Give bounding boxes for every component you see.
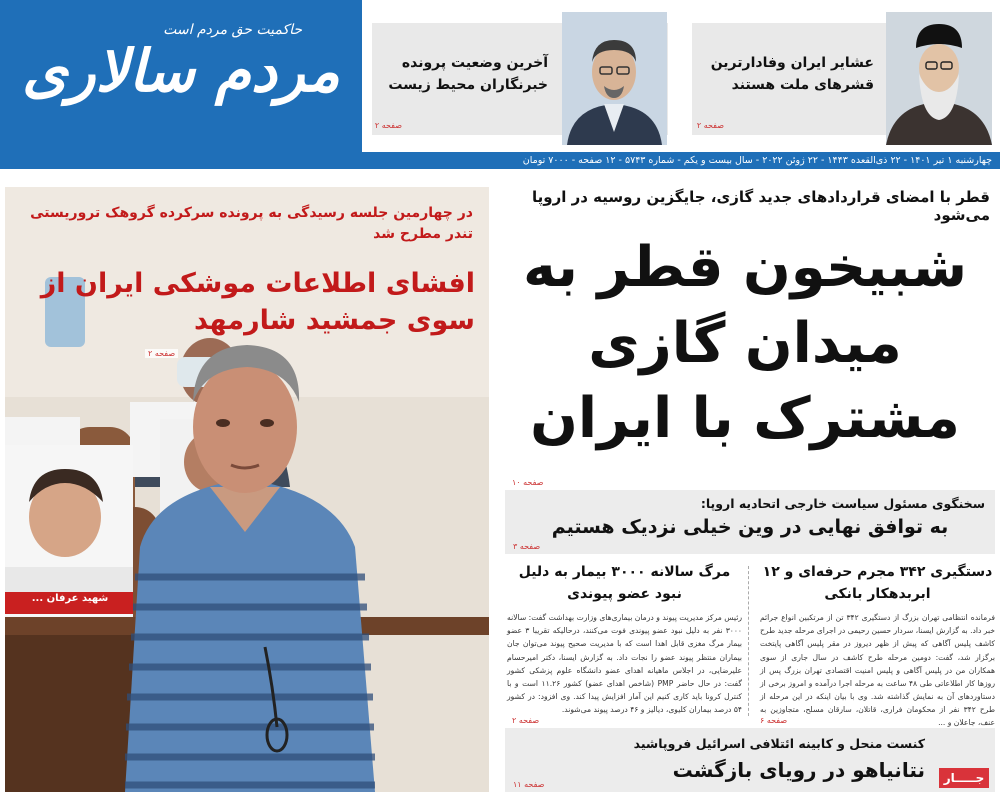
page-ref: صفحه ۳ bbox=[513, 542, 541, 551]
page-ref: صفحه ۲ bbox=[374, 121, 402, 130]
poster-caption: شهید عرفان ... bbox=[31, 593, 109, 604]
portrait-leader-photo bbox=[886, 12, 992, 145]
column-divider bbox=[748, 566, 749, 716]
story-headline: نتانیاهو در رویای بازگشت bbox=[672, 758, 925, 782]
masthead bbox=[0, 0, 362, 152]
page-ref: صفحه ۲ bbox=[696, 121, 724, 130]
page-ref: صفحه ۲ bbox=[145, 349, 178, 358]
story-headline: به توافق نهایی در وین خیلی نزدیک هستیم bbox=[551, 516, 949, 538]
story-netanyahu[interactable] bbox=[505, 728, 995, 792]
story-body: فرمانده انتظامی تهران بزرگ از دستگیری ۳۴۲ تن از مرتکبین انواع جرائم خبر داد. به گزارش ایسنا، سردار حسین رحیمی در اجرای مرحله جدید طرح کاشف پلیس آگاهی که پیش از ظهر دیروز در مقر پلیس آگاهی پایتخت برگزار شد، گفت: دومین مرحله طرح کاشف در سال جاری از سوی همکاران من در پلیس آگاهی و پلیس امنیت اقتصادی تهران بزرگ پس از روزها کار اطلاعاتی طی ۴۸ ساعت به مرحله اجرا درآمده و امروز برخی از دستاوردهای آن به نمایش گذاشته شد. وی با بیان اینکه در این مرحله از طرح ۳۴۲ نفر از محکومان فراری، قاتلان، سارقان مسلح، متجاوزین به عنف، جاعلان و ... bbox=[760, 613, 996, 727]
page-ref: صفحه ۲ bbox=[512, 716, 540, 725]
lead-kicker: قطر با امضای قراردادهای جدید گازی، جایگزین روسیه در اروپا می‌شود bbox=[532, 188, 990, 224]
photo-story-subheadline: در چهارمین جلسه رسیدگی به پرونده سرکرده گروهک تروریستی تندر مطرح شد bbox=[30, 205, 473, 242]
portrait-cleric-icon bbox=[886, 12, 992, 145]
page-ref: صفحه ۶ bbox=[760, 716, 788, 725]
story-kicker: سخنگوی مسئول سیاست خارجی اتحادیه اروپا: bbox=[700, 496, 985, 511]
page-ref: صفحه ۱۱ bbox=[513, 780, 545, 789]
portrait-man-glasses-icon bbox=[562, 12, 667, 145]
story-vienna-talks[interactable] bbox=[505, 490, 995, 554]
dateline: چهارشنبه ۱ تیر ۱۴۰۱ - ۲۲ ذی‌القعده ۱۴۴۳ - ۲۲ ژوئن ۲۰۲۲ - سال بیست و یکم - شماره ۵۷۴۳ - ۱۲ صفحه - ۷۰۰۰ تومان bbox=[0, 152, 1000, 169]
jar-badge: جـــــار bbox=[939, 768, 989, 788]
lead-headline[interactable]: شبیخون قطر به میدان گازی مشترک با ایران bbox=[522, 235, 968, 452]
masthead-slogan: حاکمیت حق مردم است bbox=[163, 22, 302, 38]
page-ref: صفحه ۱۰ bbox=[512, 478, 544, 487]
portrait-official-photo bbox=[562, 12, 667, 145]
story-organ-transplant[interactable] bbox=[507, 562, 742, 722]
story-headline: مرگ سالانه ۳۰۰۰ بیمار به دلیل نبود عضو پیوندی bbox=[518, 564, 731, 602]
story-arrests[interactable] bbox=[760, 562, 996, 727]
teaser-text: عشایر ایران وفادارترین قشرهای ملت هستند bbox=[710, 55, 874, 93]
newspaper-logo[interactable]: مردم سالاری bbox=[22, 37, 340, 105]
story-headline: دستگیری ۳۴۲ مجرم حرفه‌ای و ۱۲ ابربدهکار بانکی bbox=[762, 564, 993, 602]
photo-story-headline: افشای اطلاعات موشکی ایران از سوی جمشید شارمهد bbox=[40, 268, 475, 337]
story-body: رئیس مرکز مدیریت پیوند و درمان بیماری‌های وزارت بهداشت گفت: سالانه ۳۰۰۰ نفر به دلیل نبود عضو پیوندی فوت می‌کنند، درحالیکه تقریبا ۳ عضو بیمار مرگ مغزی قابل اهدا است که با مدیریت صحیح پیوند می‌توان جان بیماران منتظر پیوند عضو را نجات داد. به گزارش ایسنا، دکتر امیرحسام علیرضایی، در اجلاس ماهیانه اهدای عضو دانشگاه علوم پزشکی کشور گفت: در حال حاضر PMP (شاخص اهدای عضو) کشور ۱۱.۲۶ است و با کنترل کرونا باید کاری کنیم این آمار افزایش پیدا کند. وی افزود: در کشور ۵۴ درصد بیماران کلیوی، دیالیز و ۴۶ درصد پیوند می‌شوند. bbox=[507, 613, 743, 714]
photo-story[interactable] bbox=[5, 187, 489, 792]
teaser-text: آخرین وضعیت پرونده خبرنگاران محیط زیست bbox=[388, 55, 548, 93]
story-kicker: کنست منحل و کابینه ائتلافی اسرائیل فروپاشید bbox=[633, 736, 925, 751]
